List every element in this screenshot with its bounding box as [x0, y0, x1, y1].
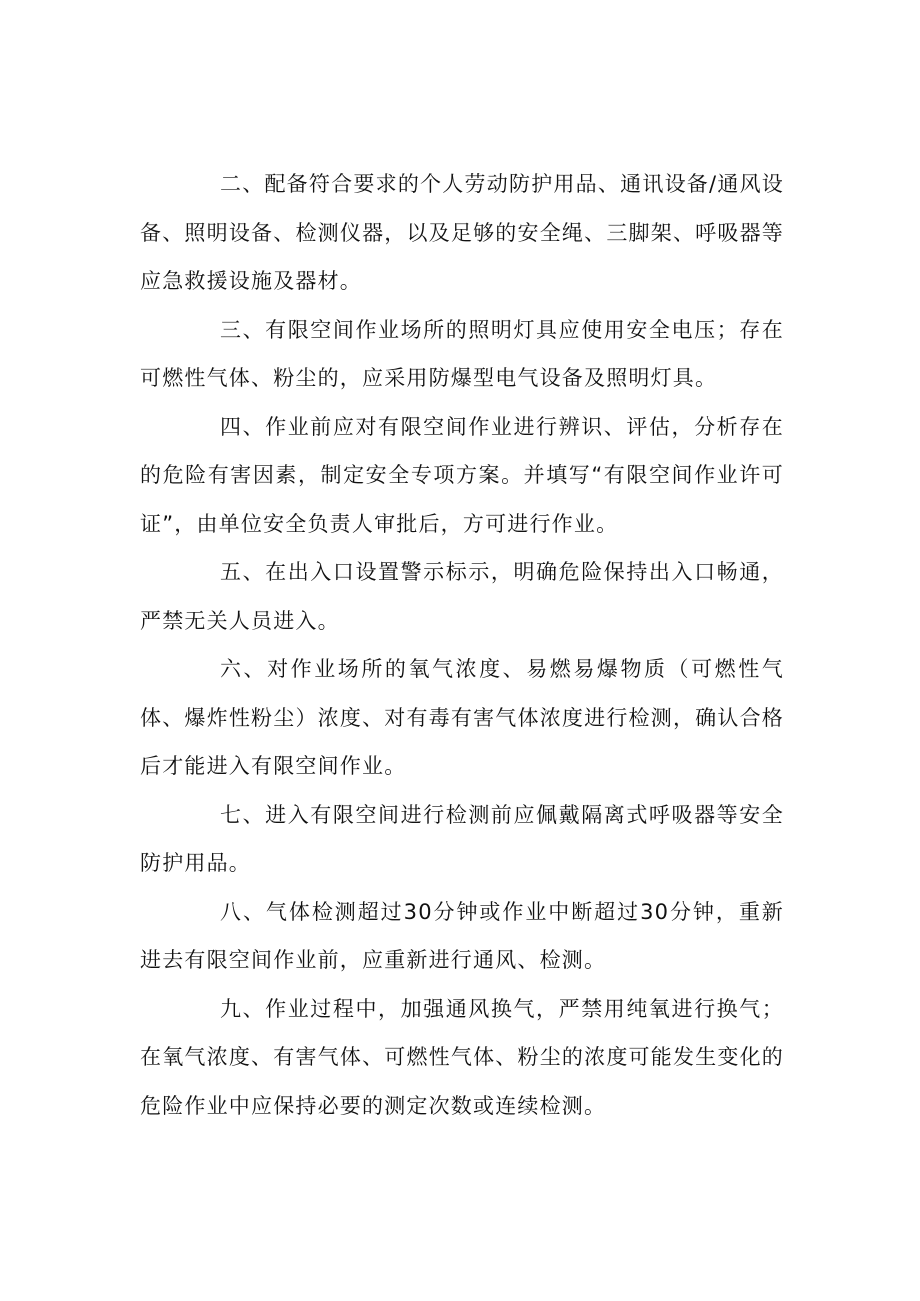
paragraph-9: 九、作业过程中，加强通风换气，严禁用纯氧进行换气；在氧气浓度、有害气体、可燃性气体、粉尘的浓度可能发生变化的危险作业中应保持必要的测定次数或连续检测。: [140, 996, 784, 1118]
paragraph-3: 三、有限空间作业场所的照明灯具应使用安全电压；存在可燃性气体、粉尘的，应采用防爆型电气设备及照明灯具。: [140, 317, 784, 390]
paragraph-2: 二、配备符合要求的个人劳动防护用品、通讯设备/通风设备、照明设备、检测仪器，以及足够的安全绳、三脚架、呼吸器等应急救援设施及器材。: [140, 172, 784, 293]
paragraph-7: 七、进入有限空间进行检测前应佩戴隔离式呼吸器等安全防护用品。: [140, 802, 784, 875]
paragraph-8: 八、气体检测超过30分钟或作业中断超过30分钟，重新进去有限空间作业前，应重新进行通风、检测。: [140, 899, 784, 972]
paragraph-4: 四、作业前应对有限空间作业进行辨识、评估，分析存在的危险有害因素，制定安全专项方案。并填写“有限空间作业许可证”，由单位安全负责人审批后，方可进行作业。: [140, 414, 784, 536]
document-body: [140, 160, 784, 1130]
paragraph-6: 六、对作业场所的氧气浓度、易燃易爆物质（可燃性气体、爆炸性粉尘）浓度、对有毒有害气体浓度进行检测，确认合格后才能进入有限空间作业。: [140, 657, 784, 778]
paragraph-5: 五、在出入口设置警示标示，明确危险保持出入口畅通，严禁无关人员进入。: [140, 560, 784, 633]
